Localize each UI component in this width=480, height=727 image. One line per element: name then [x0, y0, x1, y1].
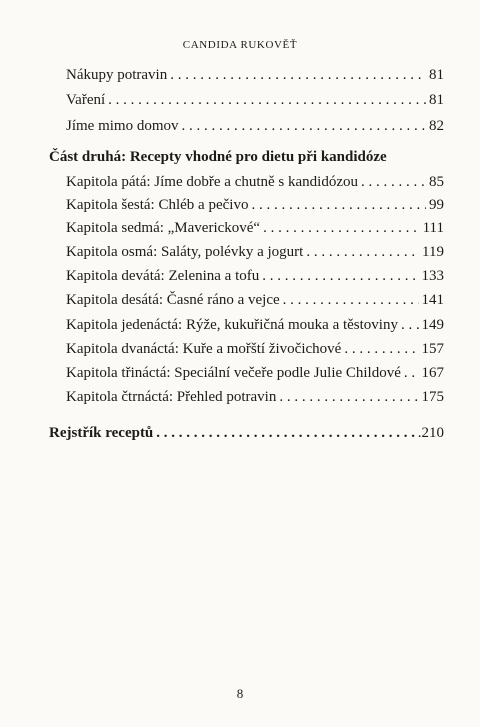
- section-heading: Část druhá: Recepty vhodné pro dietu při kandidóze: [49, 149, 387, 165]
- dot-leader: [108, 91, 426, 109]
- dot-leader: [279, 388, 418, 406]
- toc-entry-label: Jíme mimo domov: [66, 118, 179, 134]
- toc-chapter-label: Kapitola sedmá: „Maverickové“: [66, 220, 261, 236]
- toc-chapter-page: 111: [422, 220, 444, 236]
- dot-leader: [361, 173, 426, 191]
- toc-chapter: [66, 340, 444, 358]
- toc-chapter-label: Kapitola desátá: Časné ráno a vejce: [66, 292, 280, 308]
- toc-chapter: [66, 173, 444, 191]
- toc-chapter-page: 157: [421, 341, 444, 357]
- dot-leader: [404, 364, 419, 382]
- toc-chapter-page: 175: [421, 389, 444, 405]
- toc-chapter-label: Kapitola osmá: Saláty, polévky a jogurt: [66, 244, 304, 260]
- toc-entry-page: 82: [429, 118, 444, 134]
- toc-chapter: [66, 388, 444, 406]
- running-header: CANDIDA RUKOVĚŤ: [182, 39, 298, 51]
- toc-chapter-label: Kapitola třináctá: Speciální večeře podle Julie Childové: [66, 365, 401, 381]
- toc-chapter: [66, 291, 444, 309]
- toc-entry-page: 81: [429, 92, 444, 108]
- toc-entry-label: Nákupy potravin: [66, 67, 168, 83]
- toc-entry: [66, 117, 444, 135]
- toc-chapter-page: 141: [421, 292, 444, 308]
- toc-chapter-label: Kapitola čtrnáctá: Přehled potravin: [66, 389, 277, 405]
- toc-chapter: [66, 219, 444, 237]
- toc-entry: [66, 66, 444, 84]
- toc-chapter: [66, 267, 444, 285]
- toc-chapter-label: Kapitola jedenáctá: Rýže, kukuřičná mouka a těstoviny: [66, 317, 398, 333]
- toc-chapter-page: 133: [421, 268, 444, 284]
- toc-index-label: Rejstřík receptů: [49, 425, 154, 441]
- toc-index-page: .210: [417, 425, 444, 441]
- dot-leader: [344, 340, 418, 358]
- page-number: 8: [236, 686, 244, 701]
- toc-entry: [66, 91, 444, 109]
- dot-leader: [263, 219, 420, 237]
- toc-entry-page: 81: [429, 67, 444, 83]
- toc-chapter: [66, 316, 444, 334]
- dot-leader: [170, 66, 426, 84]
- toc-chapter-page: 167: [421, 365, 444, 381]
- toc-chapter-label: Kapitola dvanáctá: Kuře a mořští živočichové: [66, 341, 342, 357]
- dot-leader: [182, 117, 427, 135]
- toc-chapter-page: 99: [429, 197, 444, 213]
- dot-leader: [401, 316, 419, 334]
- toc-chapter-page: 85: [429, 174, 444, 190]
- toc-chapter-label: Kapitola šestá: Chléb a pečivo: [66, 197, 249, 213]
- dot-leader: [262, 267, 418, 285]
- dot-leader: [156, 424, 414, 442]
- dot-leader: [306, 243, 419, 261]
- toc-index-entry: [49, 424, 444, 442]
- toc-chapter: [66, 243, 444, 261]
- toc-chapter-page: 119: [422, 244, 444, 260]
- toc-entry-label: Vaření: [66, 92, 106, 108]
- toc-chapter-label: Kapitola devátá: Zelenina a tofu: [66, 268, 260, 284]
- toc-chapter: [66, 364, 444, 382]
- toc-chapter-page: 149: [421, 317, 444, 333]
- toc-chapter: [66, 196, 444, 214]
- dot-leader: [251, 196, 426, 214]
- toc-chapter-label: Kapitola pátá: Jíme dobře a chutně s kandidózou: [66, 174, 358, 190]
- dot-leader: [283, 291, 419, 309]
